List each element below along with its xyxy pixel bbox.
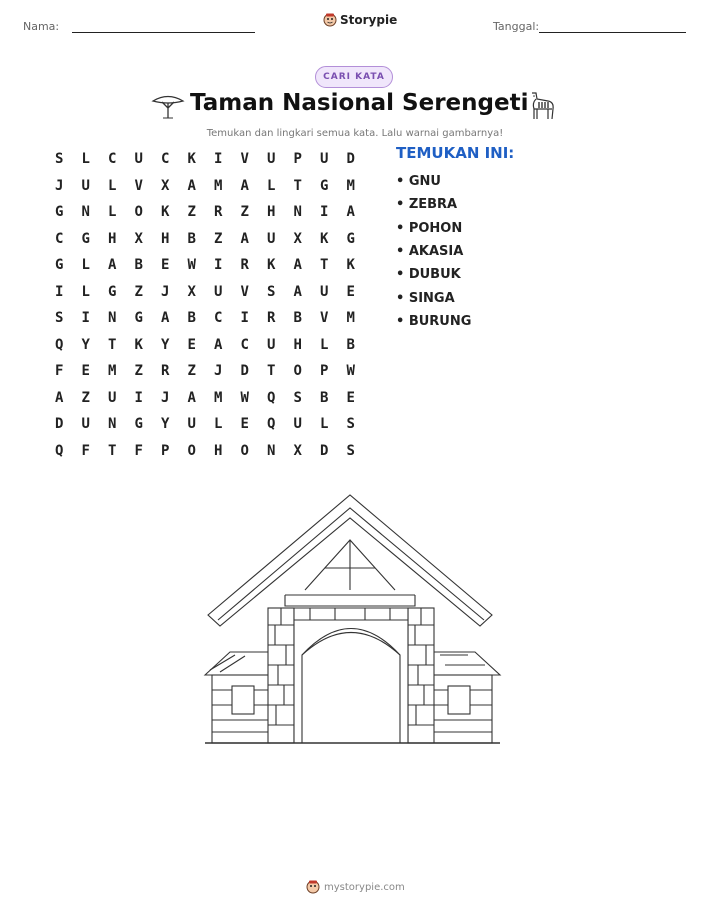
grid-letter[interactable]: V	[320, 310, 329, 327]
grid-letter[interactable]: E	[187, 336, 196, 353]
grid-letter[interactable]: X	[293, 442, 302, 459]
grid-letter[interactable]: U	[108, 389, 117, 406]
grid-letter[interactable]: U	[293, 416, 302, 433]
grid-letter[interactable]: N	[108, 416, 117, 433]
grid-row	[46, 226, 364, 253]
grid-letter[interactable]: K	[161, 204, 170, 221]
grid-letter[interactable]: P	[293, 151, 302, 168]
grid-letter[interactable]: J	[161, 389, 170, 406]
grid-letter[interactable]: T	[108, 336, 117, 353]
grid-letter[interactable]: G	[134, 416, 143, 433]
word-search-grid[interactable]	[46, 146, 364, 464]
grid-letter[interactable]: U	[81, 416, 90, 433]
grid-letter[interactable]: R	[161, 363, 170, 380]
grid-letter[interactable]: C	[214, 310, 223, 327]
grid-letter[interactable]: I	[214, 257, 223, 274]
grid-letter[interactable]: M	[214, 177, 223, 194]
grid-letter[interactable]: I	[81, 310, 90, 327]
grid-letter[interactable]: N	[81, 204, 90, 221]
zebra-icon	[524, 89, 558, 123]
grid-letter[interactable]: A	[240, 230, 249, 247]
grid-row	[46, 438, 364, 465]
storypie-logo-icon	[306, 880, 320, 894]
grid-row	[46, 279, 364, 306]
list-item: • GNU	[396, 174, 441, 190]
grid-letter[interactable]: A	[108, 257, 117, 274]
grid-letter[interactable]: U	[267, 151, 276, 168]
grid-letter[interactable]: M	[346, 177, 355, 194]
grid-letter[interactable]: U	[134, 151, 143, 168]
grid-row	[46, 146, 364, 173]
grid-letter[interactable]: T	[267, 363, 276, 380]
grid-letter[interactable]: G	[55, 204, 64, 221]
grid-letter[interactable]: T	[320, 257, 329, 274]
grid-letter[interactable]: S	[55, 310, 64, 327]
grid-letter[interactable]: L	[81, 257, 90, 274]
grid-letter[interactable]: A	[55, 389, 64, 406]
grid-letter[interactable]: H	[161, 230, 170, 247]
grid-letter[interactable]: O	[240, 442, 249, 459]
grid-letter[interactable]: L	[108, 177, 117, 194]
grid-letter[interactable]: Q	[267, 389, 276, 406]
grid-letter[interactable]: Z	[187, 363, 196, 380]
date-label: Tanggal:	[493, 20, 540, 33]
grid-letter[interactable]: L	[214, 416, 223, 433]
footer	[306, 880, 405, 894]
grid-letter[interactable]: L	[81, 283, 90, 300]
grid-letter[interactable]: V	[240, 283, 249, 300]
grid-letter[interactable]: A	[293, 257, 302, 274]
grid-letter[interactable]: A	[214, 336, 223, 353]
grid-letter[interactable]: X	[293, 230, 302, 247]
grid-letter[interactable]: K	[267, 257, 276, 274]
grid-letter[interactable]: I	[55, 283, 64, 300]
grid-letter[interactable]: A	[293, 283, 302, 300]
grid-letter[interactable]: R	[240, 257, 249, 274]
grid-letter[interactable]: X	[134, 230, 143, 247]
grid-letter[interactable]: U	[214, 283, 223, 300]
grid-letter[interactable]: R	[267, 310, 276, 327]
grid-letter[interactable]: D	[346, 151, 355, 168]
grid-letter[interactable]: O	[134, 204, 143, 221]
grid-row	[46, 173, 364, 200]
grid-letter[interactable]: K	[134, 336, 143, 353]
grid-letter[interactable]: U	[267, 336, 276, 353]
grid-letter[interactable]: M	[346, 310, 355, 327]
grid-letter[interactable]: S	[346, 416, 355, 433]
grid-letter[interactable]: B	[346, 336, 355, 353]
grid-letter[interactable]: B	[187, 230, 196, 247]
grid-letter[interactable]: W	[346, 363, 355, 380]
grid-letter[interactable]: E	[240, 416, 249, 433]
grid-letter[interactable]: Q	[267, 416, 276, 433]
list-item: • BURUNG	[396, 313, 472, 329]
grid-letter[interactable]: Z	[134, 283, 143, 300]
grid-letter[interactable]: Q	[55, 442, 64, 459]
grid-letter[interactable]: E	[346, 389, 355, 406]
grid-letter[interactable]: F	[134, 442, 143, 459]
category-badge: CARI KATA	[315, 66, 393, 88]
grid-letter[interactable]: C	[240, 336, 249, 353]
grid-letter[interactable]: W	[187, 257, 196, 274]
grid-letter[interactable]: X	[161, 177, 170, 194]
grid-row	[46, 385, 364, 412]
grid-letter[interactable]: I	[134, 389, 143, 406]
date-line[interactable]	[539, 32, 686, 33]
grid-letter[interactable]: D	[240, 363, 249, 380]
grid-letter[interactable]: I	[214, 151, 223, 168]
brand-logo	[323, 13, 397, 27]
grid-letter[interactable]: U	[81, 177, 90, 194]
grid-letter[interactable]: S	[293, 389, 302, 406]
grid-letter[interactable]: U	[320, 283, 329, 300]
grid-letter[interactable]: F	[81, 442, 90, 459]
word-list	[396, 170, 471, 333]
grid-letter[interactable]: G	[346, 230, 355, 247]
grid-letter[interactable]: Y	[161, 416, 170, 433]
grid-letter[interactable]: G	[108, 283, 117, 300]
grid-letter[interactable]: G	[134, 310, 143, 327]
grid-letter[interactable]: L	[320, 336, 329, 353]
acacia-tree-icon	[150, 92, 186, 120]
grid-letter[interactable]: K	[320, 230, 329, 247]
grid-row	[46, 411, 364, 438]
grid-letter[interactable]: U	[267, 230, 276, 247]
grid-letter[interactable]: Z	[81, 389, 90, 406]
grid-letter[interactable]: O	[187, 442, 196, 459]
grid-letter[interactable]: D	[55, 416, 64, 433]
grid-letter[interactable]: P	[320, 363, 329, 380]
grid-letter[interactable]: B	[293, 310, 302, 327]
grid-letter[interactable]: E	[346, 283, 355, 300]
grid-letter[interactable]: M	[214, 389, 223, 406]
grid-letter[interactable]: T	[293, 177, 302, 194]
grid-letter[interactable]: Q	[55, 336, 64, 353]
grid-letter[interactable]: V	[240, 151, 249, 168]
grid-letter[interactable]: A	[161, 310, 170, 327]
grid-letter[interactable]: A	[187, 177, 196, 194]
grid-letter[interactable]: S	[346, 442, 355, 459]
grid-row	[46, 252, 364, 279]
grid-letter[interactable]: J	[55, 177, 64, 194]
grid-letter[interactable]: V	[134, 177, 143, 194]
grid-letter[interactable]: F	[55, 363, 64, 380]
grid-letter[interactable]: I	[320, 204, 329, 221]
grid-letter[interactable]: A	[346, 204, 355, 221]
page-title: Taman Nasional Serengeti	[190, 90, 529, 116]
grid-letter[interactable]: J	[214, 363, 223, 380]
grid-letter[interactable]: G	[81, 230, 90, 247]
grid-letter[interactable]: B	[187, 310, 196, 327]
storypie-logo-icon	[323, 13, 337, 27]
find-heading: TEMUKAN INI:	[396, 144, 515, 162]
list-item: • DUBUK	[396, 267, 461, 283]
grid-letter[interactable]: Y	[161, 336, 170, 353]
list-item: • ZEBRA	[396, 197, 458, 213]
grid-letter[interactable]: N	[267, 442, 276, 459]
grid-letter[interactable]: C	[55, 230, 64, 247]
grid-letter[interactable]: L	[320, 416, 329, 433]
grid-letter[interactable]: S	[267, 283, 276, 300]
grid-row	[46, 332, 364, 359]
grid-letter[interactable]: Y	[81, 336, 90, 353]
grid-letter[interactable]: N	[293, 204, 302, 221]
grid-letter[interactable]: N	[108, 310, 117, 327]
grid-letter[interactable]: A	[240, 177, 249, 194]
grid-letter[interactable]: E	[81, 363, 90, 380]
grid-letter[interactable]: H	[267, 204, 276, 221]
grid-letter[interactable]: L	[267, 177, 276, 194]
grid-letter[interactable]: Z	[240, 204, 249, 221]
grid-letter[interactable]: A	[187, 389, 196, 406]
grid-letter[interactable]: C	[161, 151, 170, 168]
grid-row	[46, 358, 364, 385]
grid-letter[interactable]: U	[187, 416, 196, 433]
grid-letter[interactable]: B	[320, 389, 329, 406]
grid-letter[interactable]: U	[320, 151, 329, 168]
grid-letter[interactable]: H	[108, 230, 117, 247]
grid-letter[interactable]: Z	[134, 363, 143, 380]
grid-letter[interactable]: T	[108, 442, 117, 459]
grid-letter[interactable]: K	[346, 257, 355, 274]
grid-letter[interactable]: Z	[187, 204, 196, 221]
grid-letter[interactable]: B	[134, 257, 143, 274]
grid-letter[interactable]: X	[187, 283, 196, 300]
grid-letter[interactable]: D	[320, 442, 329, 459]
grid-letter[interactable]: L	[108, 204, 117, 221]
grid-letter[interactable]: M	[108, 363, 117, 380]
list-item: • POHON	[396, 220, 463, 236]
grid-letter[interactable]: Z	[214, 230, 223, 247]
grid-letter[interactable]: C	[108, 151, 117, 168]
grid-letter[interactable]: I	[240, 310, 249, 327]
grid-letter[interactable]: J	[161, 283, 170, 300]
list-item: • SINGA	[396, 290, 455, 306]
brand-name: Storypie	[340, 13, 398, 27]
grid-letter[interactable]: K	[187, 151, 196, 168]
list-item: • AKASIA	[396, 244, 464, 260]
grid-letter[interactable]: S	[55, 151, 64, 168]
grid-letter[interactable]: R	[214, 204, 223, 221]
grid-row	[46, 199, 364, 226]
grid-letter[interactable]: P	[161, 442, 170, 459]
grid-letter[interactable]: W	[240, 389, 249, 406]
name-label: Nama:	[23, 20, 60, 33]
grid-letter[interactable]: G	[55, 257, 64, 274]
grid-letter[interactable]: H	[293, 336, 302, 353]
gate-illustration[interactable]	[200, 490, 510, 750]
grid-letter[interactable]: H	[214, 442, 223, 459]
grid-letter[interactable]: L	[81, 151, 90, 168]
grid-row	[46, 305, 364, 332]
name-line[interactable]	[72, 32, 255, 33]
instructions: Temukan dan lingkari semua kata. Lalu warnai gambarnya!	[206, 128, 504, 139]
grid-letter[interactable]: O	[293, 363, 302, 380]
footer-url[interactable]: mystorypie.com	[324, 881, 405, 893]
grid-letter[interactable]: G	[320, 177, 329, 194]
grid-letter[interactable]: E	[161, 257, 170, 274]
